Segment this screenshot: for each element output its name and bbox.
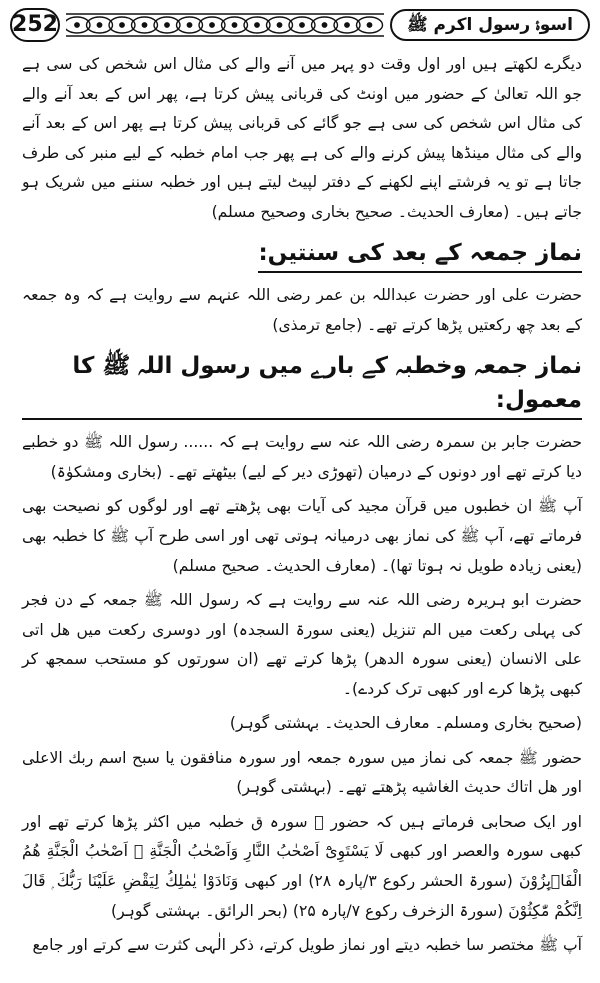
paragraph-jumuah-surahs: حضور ﷺ جمعہ کی نماز میں سورہ جمعہ اور سورہ منافقون یا سبح اسم ربك الاعلى اور هل اتاك حديث الغاشيه پڑھتے تھے۔ (بہشتی گوہر) (22, 748, 582, 797)
ornament-dot (300, 23, 304, 27)
running-title: اسوۂ رسول اکرم ﷺ (390, 9, 590, 41)
ornament-dot (75, 23, 79, 27)
page-header (10, 8, 590, 42)
paragraph-fajr-recitation: حضرت ابو ہریرہ رضی اللہ عنہ سے روایت ہے کہ رسول اللہ ﷺ جمعہ کے دن فجر کی پہلی رکعت میں الم تنزیل (یعنی سورۃ السجدہ) اور دوسری رکعت میں هل اتى على الانسان (یعنی سورہ الدھر) پڑھا کرتے تھے (ان سورتوں کو مستحب سمجھ کر کبھی پڑھا کرے اور کبھی ترک کردے)۔ (22, 591, 582, 698)
ornament-dot (97, 23, 101, 27)
paragraph-surah-qaf: اور ایک صحابی فرماتے ہیں کہ حضور ﷺ سورہ ق خطبہ میں اکثر پڑھا کرتے تھے اور کبھی سورہ والعصر اور کبھی لَا يَسْتَوِىْٓ اَصْحٰبُ النَّارِ وَاَصْحٰبُ الْجَنَّةِ ۭ اَصْحٰبُ الْجَنَّةِ هُمُ الْفَاۗىِٕزُوْنَ (سورۃ الحشر رکوع ۳/پارہ ۲۸) اور کبھی وَنَادَوْا يٰمٰلِكُ لِيَقْضِ عَلَيْنَا رَبُّكَ ۭ قَالَ اِنَّكُمْ مّٰكِثُوْنَ (سورۃ الزخرف رکوع ۷/پارہ ۲۵) (بحر الرائق۔ بہشتی گوہر) (22, 812, 582, 920)
ornament-dot (142, 23, 146, 27)
ornament-dot (187, 23, 191, 27)
paragraph-sermon-content: آپ ﷺ ان خطبوں میں قرآن مجید کی آیات بھی پڑھتے تھے اور لوگوں کو نصیحت بھی فرماتے تھے، آپ ﷺ کی نماز بھی درمیانہ ہوتی تھی اور اسی طرح آپ ﷺ کا خطبہ بھی (یعنی زیادہ طویل نہ ہوتا تھا)۔ (معارف الحدیث۔ صحیح مسلم) (22, 497, 582, 575)
paragraph-two-sermons: حضرت جابر بن سمرہ رضی اللہ عنہ سے روایت ہے کہ ...... رسول اللہ ﷺ دو خطبے دیا کرتے تھے اور دونوں کے درمیان (تھوڑی دیر کے لیے) بیٹھتے تھے۔ (بخاری ومشکوٰۃ) (22, 433, 582, 481)
page-body (22, 50, 582, 966)
ornament-dot (165, 23, 169, 27)
ornament-dot (232, 23, 236, 27)
paragraph-reference: (صحیح بخاری ومسلم۔ معارف الحدیث۔ بہشتی گوہر) (229, 714, 582, 733)
ornament-dot (322, 23, 326, 27)
ornament-dot (120, 23, 124, 27)
paragraph-six-rakats: حضرت علی اور حضرت عبداللہ بن عمر رضی اللہ عنہم سے روایت ہے کہ وہ جمعہ کے بعد چھ رکعتیں پڑھا کرتے تھے۔ (جامع ترمذی) (22, 286, 582, 334)
paragraph-short-sermon: آپ ﷺ مختصر سا خطبہ دیتے اور نماز طویل کرتے، ذکر الٰہی کثرت سے کرتے اور جامع (32, 936, 582, 955)
ornament-dot (255, 23, 259, 27)
paragraph-angels-record: دیگرے لکھتے ہیں اور اول وقت دو پہر میں آنے والے کی مثال اس شخص کی سی ہے جو اللہ تعالیٰ کے حضور میں اونٹ کی قربانی پیش کرتا ہے، پھر اس کے بعد آنے والے کی مثال اس شخص کی سی ہے جو گائے کی قربانی پیش کرتا ہے پھر اس کے بعد آنے والے کی مثال مینڈھا پیش کرنے والے کی ہے پھر جب امام خطبہ کے لیے منبر کی طرف جاتا ہے تو یہ فرشتے اپنے لکھنے کے دفتر لپیٹ لیتے ہیں اور خطبہ سننے میں شریک ہو جاتے ہیں۔ (معارف الحدیث۔ صحیح بخاری وصحیح مسلم) (22, 55, 582, 221)
ornament-dot (345, 23, 349, 27)
heading-sunnah-after-jumuah: نماز جمعہ کے بعد کی سنتیں: (258, 236, 582, 273)
heading-prophet-routine: نماز جمعہ وخطبہ کے بارے میں رسول اللہ ﷺ کا معمول: (22, 349, 582, 420)
ornament-dot (277, 23, 281, 27)
ornament-dot (367, 23, 371, 27)
page-number: 252 (10, 8, 60, 42)
decorative-border-ornament (66, 11, 384, 39)
ornament-dot (210, 23, 214, 27)
